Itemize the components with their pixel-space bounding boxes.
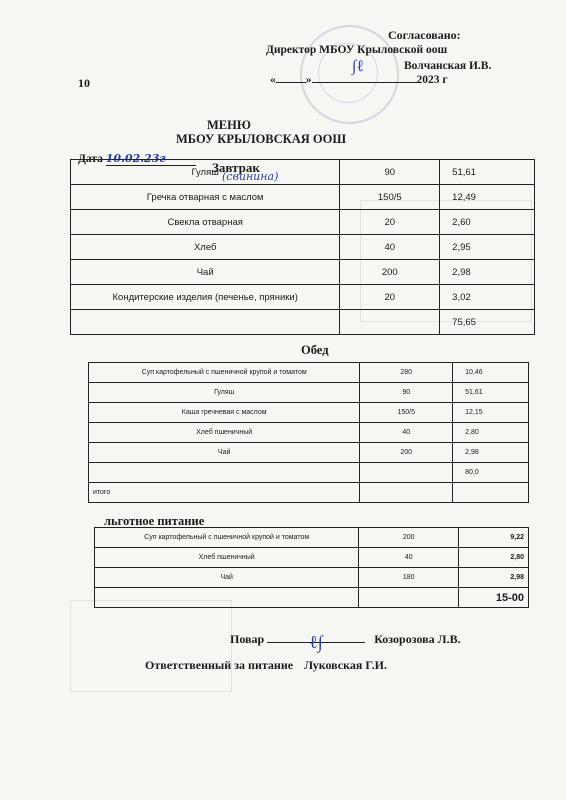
director-name: Волчанская И.В. [404,60,492,72]
lunch-table [88,362,529,503]
table-row [71,160,535,185]
table-row [95,568,529,588]
table-row [95,588,529,608]
date-value: 10.02.23г [106,152,196,166]
portion-size: 200 [360,443,453,463]
table-row [89,423,529,443]
handwritten-note: (свинина) [222,170,279,183]
menu-title: МЕНЮ [207,118,251,132]
dish-name [89,463,360,483]
dish-price: 80,0 [453,463,529,483]
dish-price: 51,61 [440,160,535,185]
table-row [71,235,535,260]
portion-size: 40 [359,548,459,568]
dish-price: 9,22 [459,528,529,548]
dish-price: 2,98 [453,443,529,463]
table-row [89,363,529,383]
portion-size: 280 [360,363,453,383]
table-row [89,463,529,483]
dish-price: 10,46 [453,363,529,383]
dish-price: 3,02 [440,285,535,310]
dish-name: Чай [89,443,360,463]
dish-name: Свекла отварная [71,210,340,235]
dish-name: Хлеб пшеничный [89,423,360,443]
portion-size: 40 [360,423,453,443]
table-row [89,403,529,423]
table-row [89,483,529,503]
dish-price: 2,98 [459,568,529,588]
page-number: 10 [78,76,90,90]
cook-row [230,632,461,652]
school-title: МБОУ КРЫЛОВСКАЯ ООШ [176,132,347,146]
portion-size: 90 [360,383,453,403]
dish-name: Гречка отварная с маслом [71,185,340,210]
lunch-heading: Обед [301,343,329,357]
dish-name [95,588,359,608]
dish-price: 15-00 [459,588,529,608]
dish-price: 2,80 [453,423,529,443]
dish-name: Каша гречневая с маслом [89,403,360,423]
dish-price: 51,61 [453,383,529,403]
dish-price: 2,95 [440,235,535,260]
dish-name: Гуляш [71,160,340,185]
director-signature: ∫ℓ [352,58,365,75]
portion-size [340,310,440,335]
portion-size: 150/5 [340,185,440,210]
dish-name: Хлеб пшеничный [95,548,359,568]
table-row [71,285,535,310]
cook-signature: ℓ∫ [309,632,323,652]
table-row [89,443,529,463]
table-row [71,260,535,285]
portion-size: 200 [359,528,459,548]
table-row [71,185,535,210]
portion-size [359,588,459,608]
dish-name: Суп картофельный с пшеничной крупой и томатом [89,363,360,383]
benefit-table [94,527,529,608]
approved-label: Согласовано: [388,28,461,42]
responsible-label: Ответственный за питание [145,658,294,672]
dish-name: Чай [71,260,340,285]
portion-size: 20 [340,285,440,310]
portion-size: 180 [359,568,459,588]
table-row [71,310,535,335]
bleed-through [70,600,232,692]
dish-name: Гуляш [89,383,360,403]
approval-date-line: « » 2023 г [270,74,448,86]
dish-price: 2,60 [440,210,535,235]
benefit-heading: льготное питание [104,514,205,528]
dish-price: 12,15 [453,403,529,423]
dish-name [71,310,340,335]
dish-name: Чай [95,568,359,588]
breakfast-heading: Завтрак [212,160,260,175]
portion-size [360,463,453,483]
cook-name: Козорозова Л.В. [374,632,461,646]
cook-label: Повар [230,632,265,646]
dish-name: Хлеб [71,235,340,260]
portion-size: 40 [340,235,440,260]
table-row [95,548,529,568]
cook-signature-line [267,632,365,652]
table-row [95,528,529,548]
date-label: Дата [78,153,103,165]
portion-size: 150/5 [360,403,453,423]
table-row [71,210,535,235]
dish-price: 2,80 [459,548,529,568]
breakfast-table [70,159,535,335]
dish-price [453,483,529,503]
director-line: Директор МБОУ Крыловской оош [266,44,448,56]
dish-price: 12,49 [440,185,535,210]
responsible-name: Луковская Г.И. [304,658,387,672]
responsible-row [145,658,387,673]
dish-name: Суп картофельный с пшеничной крупой и томатом [95,528,359,548]
dish-price: 75,65 [440,310,535,335]
table-row [89,383,529,403]
dish-price: 2,98 [440,260,535,285]
dish-name: Кондитерские изделия (печенье, пряники) [71,285,340,310]
portion-size [360,483,453,503]
portion-size: 200 [340,260,440,285]
dish-name: итого [89,483,360,503]
portion-size: 20 [340,210,440,235]
portion-size: 90 [340,160,440,185]
